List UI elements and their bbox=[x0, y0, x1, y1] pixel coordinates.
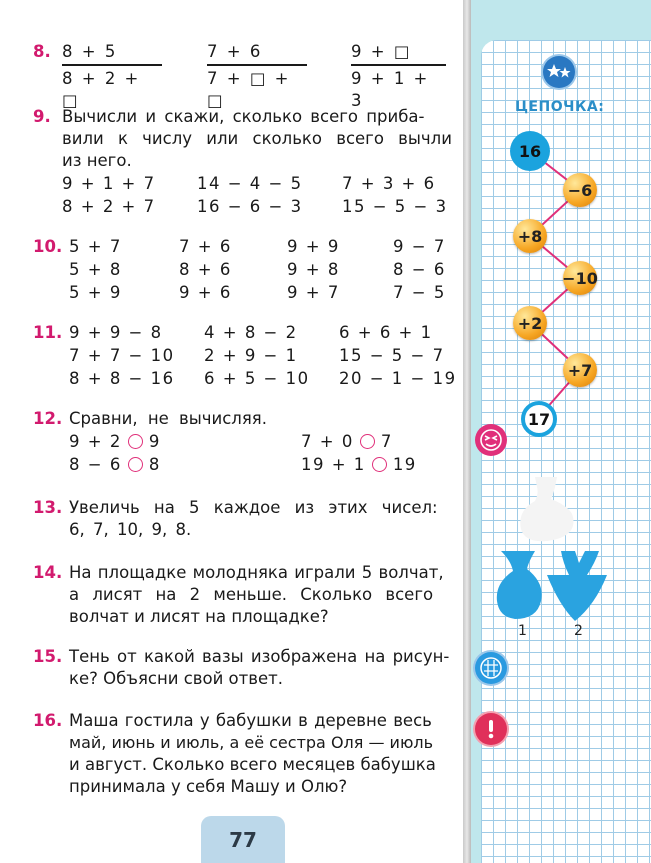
task-number-9: 9. bbox=[33, 107, 51, 126]
expression: 4 + 8 − 2 bbox=[204, 323, 298, 342]
fraction-1 bbox=[62, 41, 162, 112]
exclamation-icon bbox=[475, 713, 507, 745]
task-number-13: 13. bbox=[33, 498, 63, 517]
compare-circle[interactable] bbox=[372, 457, 387, 472]
vases-illustration bbox=[495, 465, 615, 625]
vase-shadow bbox=[520, 477, 573, 541]
task-text: а лисят на 2 меньше. Сколько всего bbox=[69, 585, 434, 604]
comparison-left: 19 + 1 bbox=[301, 455, 366, 474]
expression: 20 − 1 − 19 bbox=[339, 369, 457, 388]
vase-2 bbox=[547, 551, 607, 621]
task-number-16: 16. bbox=[33, 711, 63, 730]
fraction-2 bbox=[207, 41, 307, 112]
task-text: Тень от какой вазы изображена на рисун- bbox=[69, 647, 450, 666]
expression: 7 + 3 + 6 bbox=[342, 174, 436, 193]
expression: 9 − 7 bbox=[393, 237, 446, 256]
fraction-bar bbox=[207, 64, 307, 66]
task-text: 6, 7, 10, 9, 8. bbox=[69, 520, 192, 539]
task-number-15: 15. bbox=[33, 647, 63, 666]
expression: 9 + 1 + 7 bbox=[62, 174, 156, 193]
task-text: из него. bbox=[62, 151, 132, 170]
vase-label-1: 1 bbox=[518, 623, 527, 639]
chain-node-step: −10 bbox=[563, 261, 597, 295]
expression: 5 + 8 bbox=[69, 260, 122, 279]
comparison bbox=[301, 454, 417, 476]
task-number-11: 11. bbox=[33, 323, 63, 342]
grid-globe-icon bbox=[475, 652, 507, 684]
task-text: Увеличь на 5 каждое из этих чисел: bbox=[69, 498, 438, 517]
face-icon bbox=[475, 424, 507, 456]
vase-label-2: 2 bbox=[574, 623, 583, 639]
expression: 7 + 7 − 10 bbox=[69, 346, 175, 365]
comparison-right: 19 bbox=[392, 455, 417, 474]
fraction-bottom: 8 + 2 + □ bbox=[62, 68, 141, 110]
expression: 6 + 5 − 10 bbox=[204, 369, 310, 388]
expression: 9 + 9 − 8 bbox=[69, 323, 163, 342]
comparison-right: 8 bbox=[148, 455, 161, 474]
chain-node-end: 17 bbox=[521, 401, 557, 437]
chain-node-start: 16 bbox=[513, 134, 547, 168]
fraction-top: 9 + □ bbox=[351, 42, 412, 61]
expression: 7 − 5 bbox=[393, 283, 446, 302]
expression: 8 − 6 bbox=[393, 260, 446, 279]
task-text: и август. Сколько всего месяцев бабушка bbox=[69, 755, 436, 774]
fraction-bottom: 7 + □ + □ bbox=[207, 68, 291, 110]
vase-1 bbox=[497, 551, 542, 619]
comparison bbox=[69, 431, 161, 453]
chain-node-step: −6 bbox=[563, 173, 597, 207]
comparison-left: 8 − 6 bbox=[69, 455, 122, 474]
fraction-bar bbox=[62, 64, 162, 66]
task-text: Сравни, не вычисляя. bbox=[69, 409, 267, 428]
page-number: 77 bbox=[201, 816, 285, 863]
task-text: ке? Объясни свой ответ. bbox=[69, 669, 283, 688]
fraction-3 bbox=[351, 41, 446, 112]
chain-node-step: +7 bbox=[563, 353, 597, 387]
compare-circle[interactable] bbox=[360, 434, 375, 449]
chain-node-step: +2 bbox=[513, 306, 547, 340]
expression: 8 + 6 bbox=[179, 260, 232, 279]
expression: 7 + 6 bbox=[179, 237, 232, 256]
task-number-10: 10. bbox=[33, 237, 63, 256]
expression: 15 − 5 − 3 bbox=[342, 197, 448, 216]
fraction-top: 7 + 6 bbox=[207, 42, 263, 61]
comparison-left: 9 + 2 bbox=[69, 432, 122, 451]
expression: 6 + 6 + 1 bbox=[339, 323, 433, 342]
task-number-8: 8. bbox=[33, 42, 51, 61]
expression: 15 − 5 − 7 bbox=[339, 346, 445, 365]
expression: 9 + 6 bbox=[179, 283, 232, 302]
expression: 8 + 8 − 16 bbox=[69, 369, 175, 388]
task-text: Вычисли и скажи, сколько всего приба- bbox=[62, 107, 425, 126]
task-text: На площадке молодняка играли 5 волчат, bbox=[69, 563, 444, 582]
fraction-bar bbox=[351, 64, 446, 66]
task-text: Маша гостила у бабушки в деревне весь bbox=[69, 711, 432, 730]
chain-title: ЦЕПОЧКА: bbox=[515, 99, 605, 115]
expression: 9 + 8 bbox=[287, 260, 340, 279]
task-text: май, июнь и июль, а её сестра Оля — июль bbox=[69, 733, 434, 752]
comparison-right: 7 bbox=[380, 432, 393, 451]
expression: 16 − 6 − 3 bbox=[197, 197, 303, 216]
expression: 5 + 9 bbox=[69, 283, 122, 302]
compare-circle[interactable] bbox=[128, 457, 143, 472]
expression: 5 + 7 bbox=[69, 237, 122, 256]
task-number-14: 14. bbox=[33, 563, 63, 582]
comparison bbox=[69, 454, 161, 476]
comparison bbox=[301, 431, 393, 453]
task-text: волчат и лисят на площадке? bbox=[69, 607, 329, 626]
expression: 9 + 9 bbox=[287, 237, 340, 256]
fraction-bottom: 9 + 1 + 3 bbox=[351, 68, 430, 110]
task-number-12: 12. bbox=[33, 409, 63, 428]
comparison-left: 7 + 0 bbox=[301, 432, 354, 451]
expression: 2 + 9 − 1 bbox=[204, 346, 298, 365]
expression: 9 + 7 bbox=[287, 283, 340, 302]
expression: 14 − 4 − 5 bbox=[197, 174, 303, 193]
task-text: принимала у себя Машу и Олю? bbox=[69, 777, 348, 796]
comparison-right: 9 bbox=[148, 432, 161, 451]
expression: 8 + 2 + 7 bbox=[62, 197, 156, 216]
fraction-top: 8 + 5 bbox=[62, 42, 118, 61]
task-text: вили к числу или сколько всего вычли bbox=[62, 129, 452, 148]
stars-icon bbox=[543, 56, 575, 88]
compare-circle[interactable] bbox=[128, 434, 143, 449]
chain-node-step: +8 bbox=[513, 219, 547, 253]
page-fold bbox=[463, 0, 471, 863]
